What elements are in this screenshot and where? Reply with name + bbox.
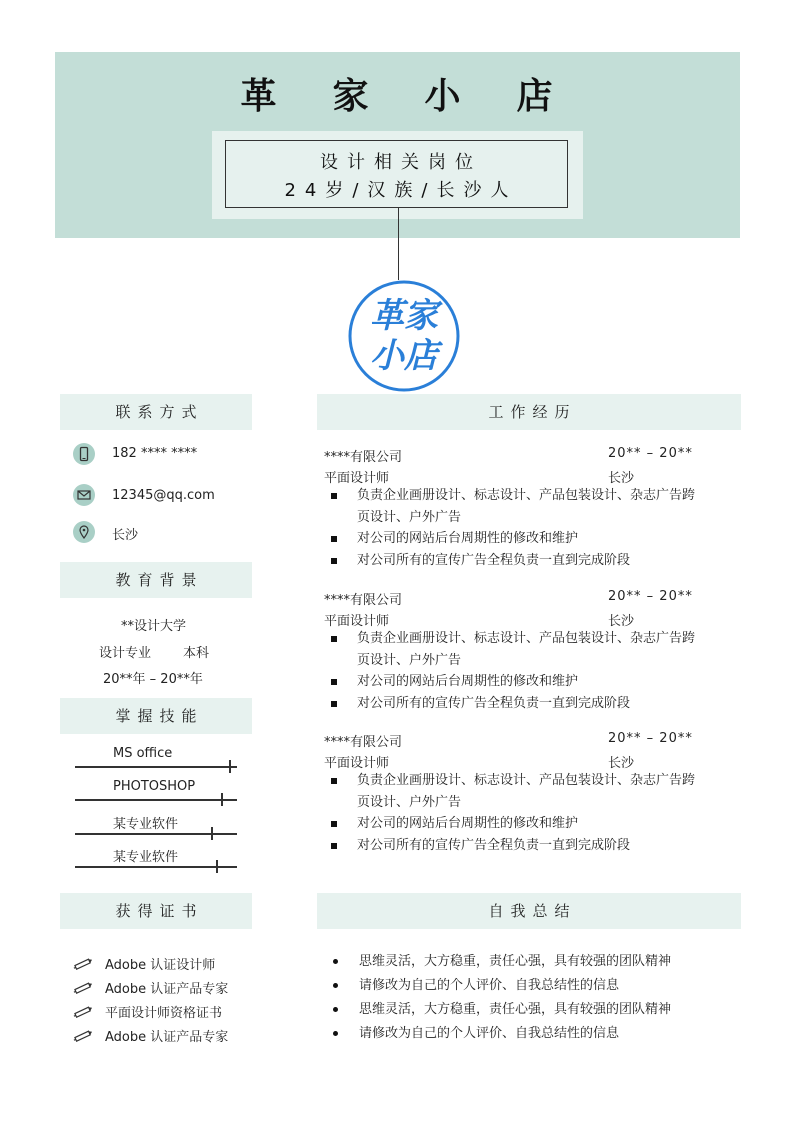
skill-level-marker bbox=[211, 827, 213, 840]
certificate-name: Adobe 认证产品专家 bbox=[105, 982, 229, 997]
school-name: **设计大学 bbox=[121, 619, 187, 634]
skill-level-marker bbox=[229, 760, 231, 773]
contact-section-title: 联系方式 bbox=[60, 394, 252, 430]
seal-logo bbox=[347, 279, 461, 393]
work-section-title: 工作经历 bbox=[317, 394, 741, 430]
company-name: ****有限公司 bbox=[324, 735, 403, 750]
certificate-name: Adobe 认证产品专家 bbox=[105, 1030, 229, 1045]
job-duties bbox=[324, 770, 704, 856]
summary-item: 请修改为自己的个人评价、自我总结性的信息 bbox=[330, 974, 730, 998]
certificate-item bbox=[72, 954, 215, 975]
skill-level-marker bbox=[221, 793, 223, 806]
job-location: 长沙 bbox=[608, 756, 635, 771]
job-period: 20** – 20** bbox=[608, 731, 693, 746]
job-duty: 负责企业画册设计、标志设计、产品包装设计、杂志广告跨页设计、户外广告 bbox=[324, 628, 704, 671]
summary-item: 请修改为自己的个人评价、自我总结性的信息 bbox=[330, 1022, 730, 1046]
pen-icon bbox=[72, 1005, 98, 1023]
job-duty: 负责企业画册设计、标志设计、产品包装设计、杂志广告跨页设计、户外广告 bbox=[324, 770, 704, 813]
personal-info: 24岁/汉族/长沙人 bbox=[284, 180, 518, 201]
summary-list bbox=[330, 950, 730, 1046]
location: 长沙 bbox=[112, 528, 139, 543]
job-location: 长沙 bbox=[608, 614, 635, 629]
svg-text:革家: 革家 bbox=[370, 296, 438, 336]
certificates-section-title: 获得证书 bbox=[60, 893, 252, 929]
skill-name: PHOTOSHOP bbox=[113, 779, 196, 794]
summary-item: 思维灵活，大方稳重，责任心强，具有较强的团队精神 bbox=[330, 950, 730, 974]
phone-number: 182 **** **** bbox=[112, 446, 198, 461]
job-duty: 对公司所有的宣传广告全程负责一直到完成阶段 bbox=[324, 835, 704, 857]
job-role: 平面设计师 bbox=[324, 614, 390, 629]
summary-item: 思维灵活，大方稳重，责任心强，具有较强的团队精神 bbox=[330, 998, 730, 1022]
education-section-title: 教育背景 bbox=[60, 562, 252, 598]
certificate-item bbox=[72, 1002, 222, 1023]
email-address: 12345@qq.com bbox=[112, 488, 215, 503]
job-period: 20** – 20** bbox=[608, 446, 693, 461]
skill-level-marker bbox=[216, 860, 218, 873]
svg-text:小店: 小店 bbox=[370, 336, 438, 376]
certificate-name: 平面设计师资格证书 bbox=[105, 1006, 223, 1021]
certificate-name: Adobe 认证设计师 bbox=[105, 958, 216, 973]
job-duty: 负责企业画册设计、标志设计、产品包装设计、杂志广告跨页设计、户外广告 bbox=[324, 485, 704, 528]
degree: 本科 bbox=[183, 646, 210, 661]
job-duty: 对公司所有的宣传广告全程负责一直到完成阶段 bbox=[324, 550, 704, 572]
connector-line bbox=[398, 208, 399, 280]
skill-name: MS office bbox=[113, 746, 173, 761]
skills-section-title: 掌握技能 bbox=[60, 698, 252, 734]
company-name: ****有限公司 bbox=[324, 450, 403, 465]
skill-bar bbox=[75, 799, 237, 801]
job-target: 设计相关岗位 bbox=[320, 152, 482, 173]
job-role: 平面设计师 bbox=[324, 756, 390, 771]
job-duties bbox=[324, 485, 704, 571]
resume-name: 革家小店 bbox=[240, 76, 609, 117]
location-pin-icon bbox=[73, 521, 95, 543]
skill-bar bbox=[75, 866, 237, 868]
job-duty: 对公司所有的宣传广告全程负责一直到完成阶段 bbox=[324, 693, 704, 715]
company-name: ****有限公司 bbox=[324, 593, 403, 608]
pen-icon bbox=[72, 1029, 98, 1047]
subtitle-box bbox=[225, 140, 568, 208]
certificate-item bbox=[72, 978, 228, 999]
job-duty: 对公司的网站后台周期性的修改和维护 bbox=[324, 813, 704, 835]
phone-icon bbox=[73, 443, 95, 465]
job-role: 平面设计师 bbox=[324, 471, 390, 486]
certificate-item bbox=[72, 1026, 228, 1047]
job-location: 长沙 bbox=[608, 471, 635, 486]
major: 设计专业 bbox=[99, 646, 152, 661]
skill-bar bbox=[75, 766, 237, 768]
job-duty: 对公司的网站后台周期性的修改和维护 bbox=[324, 528, 704, 550]
mail-icon bbox=[73, 484, 95, 506]
summary-section-title: 自我总结 bbox=[317, 893, 741, 929]
skill-name: 某专业软件 bbox=[113, 850, 179, 865]
job-duties bbox=[324, 628, 704, 714]
job-duty: 对公司的网站后台周期性的修改和维护 bbox=[324, 671, 704, 693]
pen-icon bbox=[72, 981, 98, 999]
job-period: 20** – 20** bbox=[608, 589, 693, 604]
education-period: 20**年 – 20**年 bbox=[103, 672, 203, 687]
skill-name: 某专业软件 bbox=[113, 817, 179, 832]
pen-icon bbox=[72, 957, 98, 975]
